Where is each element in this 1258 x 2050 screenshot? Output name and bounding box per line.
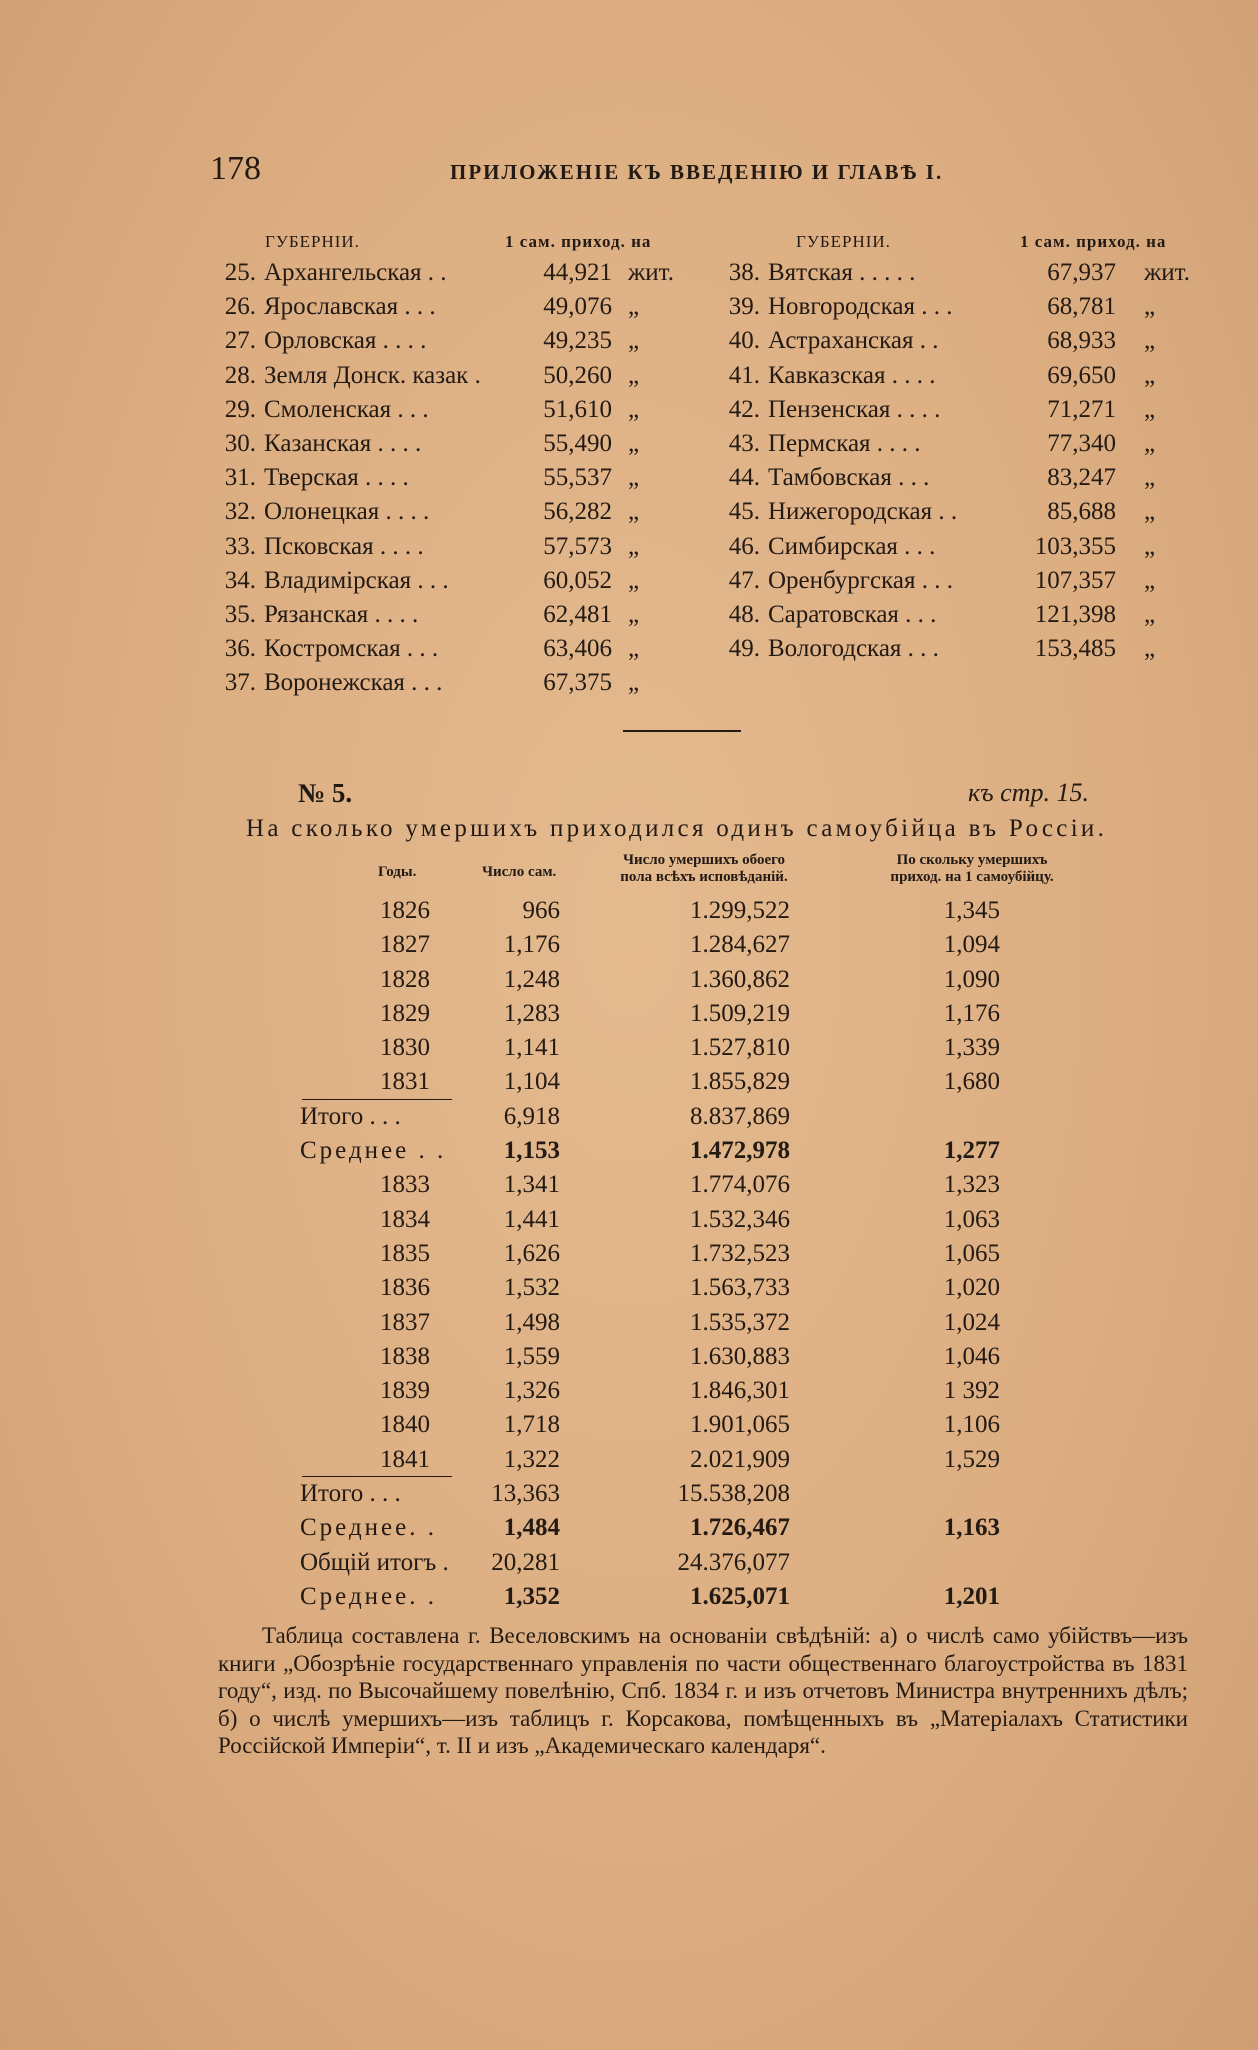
gubernia-unit: „	[1144, 498, 1156, 526]
ratio-value: 1,065	[943, 1239, 1000, 1267]
gubernia-unit: „	[628, 635, 640, 663]
ratio-value: 1,323	[943, 1171, 1000, 1199]
gubernia-value: 55,537	[543, 464, 612, 492]
header-deaths: Число умершихъ обоего пола всѣхъ исповѣданій.	[620, 852, 788, 885]
gubernia-name: Земля Донск. казак .	[264, 361, 481, 389]
gubernia-value: 153,485	[1034, 635, 1116, 663]
deaths-value: 24.376,077	[677, 1548, 790, 1576]
table-row	[290, 1271, 1110, 1305]
gubernia-value: 83,247	[1047, 464, 1116, 492]
page-number: 178	[210, 150, 261, 187]
row-year: 1830	[380, 1034, 430, 1062]
row-year: 1834	[380, 1205, 430, 1233]
gubernia-name: Симбирская . . .	[768, 532, 936, 560]
row-year: 1828	[380, 965, 430, 993]
gubernia-value: 71,271	[1047, 395, 1116, 423]
gubernia-unit: жит.	[628, 259, 674, 286]
running-title: ПРИЛОЖЕНІЕ КЪ ВВЕДЕНІЮ И ГЛАВѢ І.	[450, 160, 944, 184]
section-divider	[623, 730, 741, 732]
ratio-value: 1,339	[943, 1034, 1000, 1062]
gubernia-unit: „	[628, 532, 640, 560]
gubernia-value: 49,235	[543, 327, 612, 355]
gubernia-name: Саратовская . . .	[768, 600, 937, 628]
table-row	[290, 1134, 1110, 1168]
gubernia-value: 50,260	[543, 361, 612, 389]
page-header	[210, 150, 1150, 200]
gubernia-number: 38.	[728, 259, 760, 286]
suicides-value: 1,326	[503, 1377, 560, 1405]
suicides-value: 1,484	[503, 1514, 560, 1542]
gubernia-unit: „	[628, 669, 640, 697]
gubernia-name: Тамбовская . . .	[768, 464, 930, 492]
deaths-value: 1.284,627	[690, 931, 790, 959]
gubernia-unit: „	[1144, 327, 1156, 355]
ratio-value: 1,201	[943, 1582, 1000, 1610]
gubernia-name: Олонецкая . . . .	[264, 498, 430, 526]
table-row	[290, 1443, 1110, 1477]
ratio-value: 1,529	[943, 1445, 1000, 1473]
gubernia-value: 57,573	[543, 532, 612, 560]
ratio-value: 1,063	[943, 1205, 1000, 1233]
gubernia-number: 32.	[224, 498, 256, 526]
suicides-value: 1,352	[503, 1582, 560, 1610]
gubernia-name: Владимірская . . .	[264, 566, 449, 594]
gubernia-unit: „	[1144, 635, 1156, 663]
gubernia-unit: „	[628, 327, 640, 355]
suicides-value: 1,104	[503, 1068, 560, 1096]
gubernia-number: 36.	[224, 635, 256, 663]
deaths-value: 1.532,346	[690, 1205, 790, 1233]
gubernia-name: Вологодская . . .	[768, 635, 939, 663]
gubernia-number: 48.	[728, 600, 760, 628]
gubernia-unit: „	[1144, 566, 1156, 594]
ratio-value: 1,277	[943, 1137, 1000, 1165]
suicides-value: 6,918	[503, 1102, 560, 1130]
gubernia-unit: „	[1144, 293, 1156, 321]
table-row	[290, 1031, 1110, 1065]
gubernia-number: 25.	[224, 259, 256, 286]
gubernia-unit: „	[628, 498, 640, 526]
gubernia-value: 51,610	[543, 395, 612, 423]
gubernia-name: Нижегородская . .	[768, 498, 958, 526]
gubernia-number: 47.	[728, 566, 760, 594]
suicides-value: 1,141	[503, 1034, 560, 1062]
table-row	[290, 997, 1110, 1031]
gubernia-value: 68,933	[1047, 327, 1116, 355]
gubernia-name: Воронежская . . .	[264, 669, 443, 697]
gubernia-value: 107,357	[1034, 566, 1116, 594]
gubernia-number: 31.	[224, 464, 256, 492]
gubernia-value: 68,781	[1047, 293, 1116, 321]
header-suicides: Число сам.	[482, 864, 557, 880]
left-value-heading: 1 сам. приход. на	[505, 232, 652, 251]
row-year: 1838	[380, 1342, 430, 1370]
header-years: Годы.	[378, 864, 417, 880]
gubernia-number: 44.	[728, 464, 760, 492]
gubernia-unit: „	[1144, 464, 1156, 492]
suicides-value: 1,718	[503, 1411, 560, 1439]
gubernia-unit: „	[628, 395, 640, 423]
ratio-value: 1,020	[943, 1274, 1000, 1302]
suicides-value: 1,341	[503, 1171, 560, 1199]
table-row	[290, 1580, 1110, 1614]
ratio-value: 1,680	[943, 1068, 1000, 1096]
table-row	[290, 894, 1110, 928]
table-row	[290, 1065, 1110, 1099]
table-row	[290, 1374, 1110, 1408]
row-year: 1829	[380, 999, 430, 1027]
deaths-value: 1.509,219	[690, 999, 790, 1027]
gubernia-name: Рязанская . . . .	[264, 600, 419, 628]
deaths-value: 1.299,522	[690, 897, 790, 924]
suicides-value: 20,281	[491, 1548, 560, 1576]
gubernia-unit: „	[1144, 395, 1156, 423]
suicides-value: 1,283	[503, 999, 560, 1027]
gubernia-number: 40.	[728, 327, 760, 355]
ratio-value: 1,090	[943, 965, 1000, 993]
table-number: № 5.	[298, 778, 353, 808]
ratio-value: 1,094	[943, 931, 1000, 959]
ratio-value: 1,176	[943, 999, 1000, 1027]
deaths-value: 1.726,467	[690, 1514, 790, 1542]
gubernia-value: 44,921	[543, 259, 612, 286]
table-row	[290, 963, 1110, 997]
gubernia-unit: „	[628, 361, 640, 389]
deaths-value: 1.774,076	[690, 1171, 790, 1199]
gubernia-unit: „	[628, 429, 640, 457]
gubernia-unit: „	[628, 566, 640, 594]
row-label: Итого . . .	[300, 1480, 401, 1508]
gubernia-name: Новгородская . . .	[768, 293, 953, 321]
deaths-value: 1.846,301	[690, 1377, 790, 1405]
gubernia-unit: „	[1144, 429, 1156, 457]
gubernia-unit: „	[1144, 600, 1156, 628]
suicides-value: 966	[522, 897, 560, 924]
gubernia-name: Оренбургская . . .	[768, 566, 954, 594]
row-year: 1836	[380, 1274, 430, 1302]
gubernia-name: Смоленская . . .	[264, 395, 429, 423]
gubernia-name: Пермская . . . .	[768, 429, 921, 457]
suicides-value: 1,498	[503, 1308, 560, 1336]
gubernia-number: 39.	[728, 293, 760, 321]
gubernia-name: Казанская . . . .	[264, 429, 422, 457]
deaths-value: 15.538,208	[677, 1480, 790, 1508]
suicides-value: 1,248	[503, 965, 560, 993]
ratio-value: 1,345	[943, 897, 1000, 924]
table-row	[290, 1306, 1110, 1340]
deaths-value: 1.360,862	[690, 965, 790, 993]
gubernia-number: 35.	[224, 600, 256, 628]
gubernia-name: Ярославская . . .	[264, 293, 436, 321]
gubernia-number: 49.	[728, 635, 760, 663]
row-year: 1827	[380, 931, 430, 959]
gubernia-value: 67,375	[543, 669, 612, 697]
gubernia-unit: „	[628, 464, 640, 492]
suicides-value: 1,559	[503, 1342, 560, 1370]
gubernia-name: Астраханская . .	[768, 327, 939, 355]
right-name-heading: ГУБЕРНІИ.	[796, 232, 891, 251]
left-name-heading: ГУБЕРНІИ.	[265, 232, 360, 251]
gubernia-name: Костромская . . .	[264, 635, 439, 663]
row-label: Общій итогъ .	[300, 1548, 449, 1576]
gubernia-unit: „	[1144, 532, 1156, 560]
gubernia-unit: „	[628, 293, 640, 321]
deaths-value: 1.625,071	[690, 1582, 790, 1610]
gubernia-name: Орловская . . . .	[264, 327, 427, 355]
ratio-value: 1,106	[943, 1411, 1000, 1439]
table-row	[290, 1203, 1110, 1237]
row-year: 1833	[380, 1171, 430, 1199]
suicides-value: 1,176	[503, 931, 560, 959]
table-row	[290, 1168, 1110, 1202]
table-row	[290, 928, 1110, 962]
gubernia-value: 69,650	[1047, 361, 1116, 389]
ratio-value: 1,046	[943, 1342, 1000, 1370]
deaths-value: 1.855,829	[690, 1068, 790, 1096]
table-row	[290, 1100, 1110, 1134]
row-year: 1831	[380, 1068, 430, 1096]
gubernia-number: 33.	[224, 532, 256, 560]
gubernia-value: 85,688	[1047, 498, 1116, 526]
gubernia-number: 28.	[224, 361, 256, 389]
row-label: Среднее . .	[300, 1137, 447, 1165]
deaths-value: 1.901,065	[690, 1411, 790, 1439]
suicides-value: 1,322	[503, 1445, 560, 1473]
deaths-value: 2.021,909	[690, 1445, 790, 1473]
table-row	[290, 1408, 1110, 1442]
gubernia-name: Тверская . . . .	[264, 464, 409, 492]
gubernia-name: Кавказская . . . .	[768, 361, 936, 389]
deaths-value: 1.527,810	[690, 1034, 790, 1062]
row-label: Среднее. .	[300, 1514, 437, 1542]
table-title: На сколько умершихъ приходился одинъ самоубійца въ Россіи.	[246, 815, 1108, 842]
gubernia-value: 103,355	[1034, 532, 1116, 560]
suicides-value: 13,363	[491, 1480, 560, 1508]
ratio-value: 1 392	[943, 1377, 1000, 1405]
table-row	[290, 1477, 1110, 1511]
table-row	[290, 1511, 1110, 1545]
gubernia-unit: „	[628, 600, 640, 628]
gubernia-value: 121,398	[1034, 600, 1116, 628]
ratio-value: 1,024	[943, 1308, 1000, 1336]
row-year: 1841	[380, 1445, 430, 1473]
suicides-value: 1,441	[503, 1205, 560, 1233]
row-label: Итого . . .	[300, 1102, 401, 1130]
ratio-value: 1,163	[943, 1514, 1000, 1542]
row-year: 1826	[380, 897, 430, 924]
gubernia-value: 62,481	[543, 600, 612, 628]
gubernia-number: 34.	[224, 566, 256, 594]
deaths-value: 1.563,733	[690, 1274, 790, 1302]
gubernia-number: 27.	[224, 327, 256, 355]
gubernia-unit: жит.	[1144, 259, 1190, 286]
gubernia-name: Пензенская . . . .	[768, 395, 941, 423]
suicides-value: 1,626	[503, 1239, 560, 1267]
gubernia-name: Архангельская . .	[264, 259, 447, 286]
row-label: Среднее. .	[300, 1582, 437, 1610]
gubernia-number: 45.	[728, 498, 760, 526]
row-year: 1839	[380, 1377, 430, 1405]
gubernia-number: 37.	[224, 669, 256, 697]
right-value-heading: 1 сам. приход. на	[1020, 232, 1167, 251]
suicides-value: 1,153	[503, 1137, 560, 1165]
suicide-table	[290, 894, 1110, 1614]
row-year: 1840	[380, 1411, 430, 1439]
gubernia-number: 43.	[728, 429, 760, 457]
gubernia-value: 49,076	[543, 293, 612, 321]
deaths-value: 1.472,978	[690, 1137, 790, 1165]
gubernia-unit: „	[1144, 361, 1156, 389]
gubernia-number: 41.	[728, 361, 760, 389]
table-row	[290, 1340, 1110, 1374]
gubernia-number: 46.	[728, 532, 760, 560]
gubernia-value: 67,937	[1047, 259, 1116, 286]
deaths-value: 1.630,883	[690, 1342, 790, 1370]
gubernia-number: 30.	[224, 429, 256, 457]
gubernia-name: Псковская . . . .	[264, 532, 424, 560]
table-row	[290, 1237, 1110, 1271]
gubernia-number: 29.	[224, 395, 256, 423]
row-year: 1835	[380, 1239, 430, 1267]
gubernia-number: 42.	[728, 395, 760, 423]
table-footnote: Таблица составлена г. Веселовскимъ на основаніи свѣдѣній: а) о числѣ само убійствъ—изъ книги „Обозрѣніе государственнаго управленія по части общественнаго благоустройства въ 1831 году“, изд. по Высочайшему повелѣнію, Спб. 1834 г. и изъ отчетовъ Министра внутреннихъ дѣлъ; б) о числѣ умершихъ—изъ таблицъ г. Корсакова, помѣщенныхъ въ „Матеріалахъ Статистики Россійской Имперіи“, т. II и изъ „Академическаго календаря“.	[218, 1623, 1188, 1758]
table-page-reference: къ стр. 15.	[968, 778, 1089, 807]
gubernia-name: Вятская . . . . .	[768, 259, 916, 286]
table-row	[290, 1546, 1110, 1580]
header-ratio: По скольку умершихъ приход. на 1 самоубійцу.	[890, 852, 1054, 885]
deaths-value: 1.732,523	[690, 1239, 790, 1267]
deaths-value: 8.837,869	[690, 1102, 790, 1130]
gubernia-value: 55,490	[543, 429, 612, 457]
suicides-value: 1,532	[503, 1274, 560, 1302]
gubernia-value: 63,406	[543, 635, 612, 663]
gubernia-value: 60,052	[543, 566, 612, 594]
row-year: 1837	[380, 1308, 430, 1336]
gubernia-value: 56,282	[543, 498, 612, 526]
deaths-value: 1.535,372	[690, 1308, 790, 1336]
gubernia-value: 77,340	[1047, 429, 1116, 457]
gubernia-number: 26.	[224, 293, 256, 321]
